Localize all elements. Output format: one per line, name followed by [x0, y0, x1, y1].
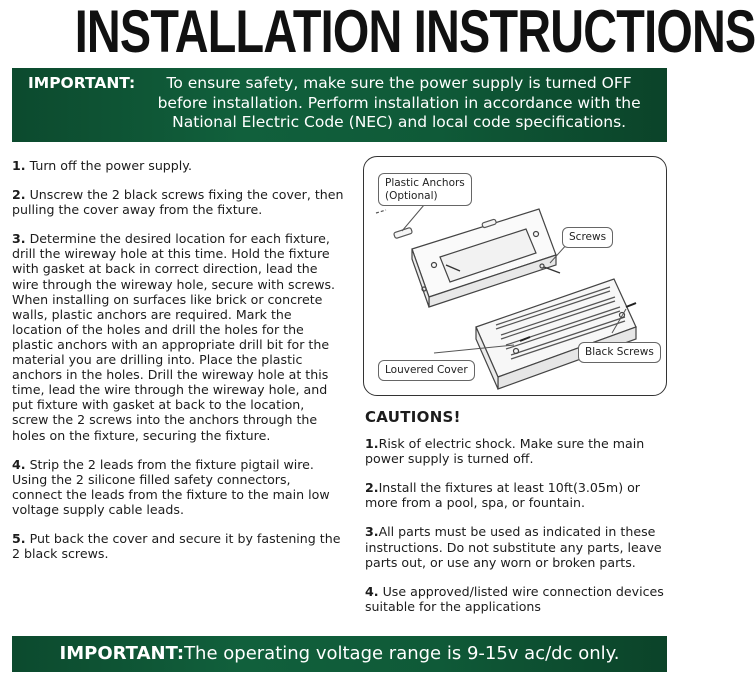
bottom-important-banner [12, 636, 667, 672]
caution-number: 2. [365, 480, 379, 496]
black-screws-label: Black Screws [585, 346, 654, 358]
step-number: 4. [12, 456, 26, 472]
fixture-diagram [363, 156, 667, 396]
caution-text: Install the fixtures at least 10ft(3.05m) or more from a pool, spa, or fountain. [365, 480, 640, 511]
cautions-title: CAUTIONS! [365, 408, 461, 426]
page-title: INSTALLATION INSTRUCTIONS [74, 0, 755, 65]
caution-number: 3. [365, 524, 379, 540]
plastic-anchors-label: Plastic Anchors [385, 177, 465, 189]
callout-louvered-cover [378, 360, 475, 381]
bottom-banner-label: IMPORTANT: [59, 643, 185, 664]
callout-black-screws [578, 342, 661, 363]
caution-number: 4. [365, 583, 379, 599]
caution-text: All parts must be used as indicated in these instructions. Do not substitute any parts, leave parts out, or use any worn or broken parts. [365, 524, 662, 570]
caution-1 [365, 436, 671, 466]
step-3 [12, 231, 344, 442]
step-number: 5. [12, 530, 26, 546]
step-text: Turn off the power supply. [25, 158, 192, 173]
installation-steps [12, 158, 344, 575]
top-banner-text: To ensure safety, make sure the power supply is turned OFF before installation. Perform installation in accordance with the National Electric Code (NEC) and local code specifications. [157, 74, 641, 131]
step-number: 1. [12, 158, 26, 173]
callout-screws [562, 227, 613, 248]
cautions-section [365, 410, 671, 628]
step-number: 2. [12, 187, 26, 203]
caution-number: 1. [365, 436, 379, 452]
step-text: Determine the desired location for each fixture, drill the wireway hole at this time. Hold the fixture with gasket at back in correct direction, lead the wire through the wireway hole, secure with screws. [12, 231, 336, 292]
screws-label: Screws [569, 231, 607, 243]
optional-label: (Optional) [385, 189, 438, 202]
step-4 [12, 457, 344, 517]
callout-plastic-anchors [378, 173, 472, 206]
step-text: Put back the cover and secure it by fastening the 2 black screws. [12, 530, 341, 562]
step-number: 3. [12, 231, 26, 247]
louvered-cover-label: Louvered Cover [385, 364, 468, 376]
step-1 [12, 158, 344, 173]
top-banner-label: IMPORTANT: [28, 74, 136, 92]
caution-4 [365, 584, 671, 614]
caution-3 [365, 524, 671, 569]
step-text: Strip the 2 leads from the fixture pigtail wire. Using the 2 silicone filled safety connectors, connect the leads from the fixture to the main low voltage supply cable leads. [12, 456, 330, 517]
step-2 [12, 187, 344, 217]
step-3-note: When installing on surfaces like brick or concrete walls, plastic anchors are required. Mark the location of the holes and drill the holes for the plastic anchors with an appropriate drill bit for the material you are drilling into. Place the plastic anchors in the holes. Drill the wireway hole at this time, lead the wire through the wireway hole, and put fixture with gasket at back to the location, screw the 2 screws into the anchors through the holes on the fixture, securing the fixture. [12, 291, 330, 443]
step-text: Unscrew the 2 black screws fixing the cover, then pulling the cover away from the fixture. [12, 187, 344, 218]
caution-2 [365, 480, 671, 510]
caution-text: Risk of electric shock. Make sure the main power supply is turned off. [365, 436, 645, 467]
step-5 [12, 531, 344, 561]
caution-text: Use approved/listed wire connection devices suitable for the applications [365, 583, 664, 614]
top-important-banner [12, 68, 667, 142]
bottom-banner-text: The operating voltage range is 9-15v ac/dc only. [184, 643, 620, 664]
